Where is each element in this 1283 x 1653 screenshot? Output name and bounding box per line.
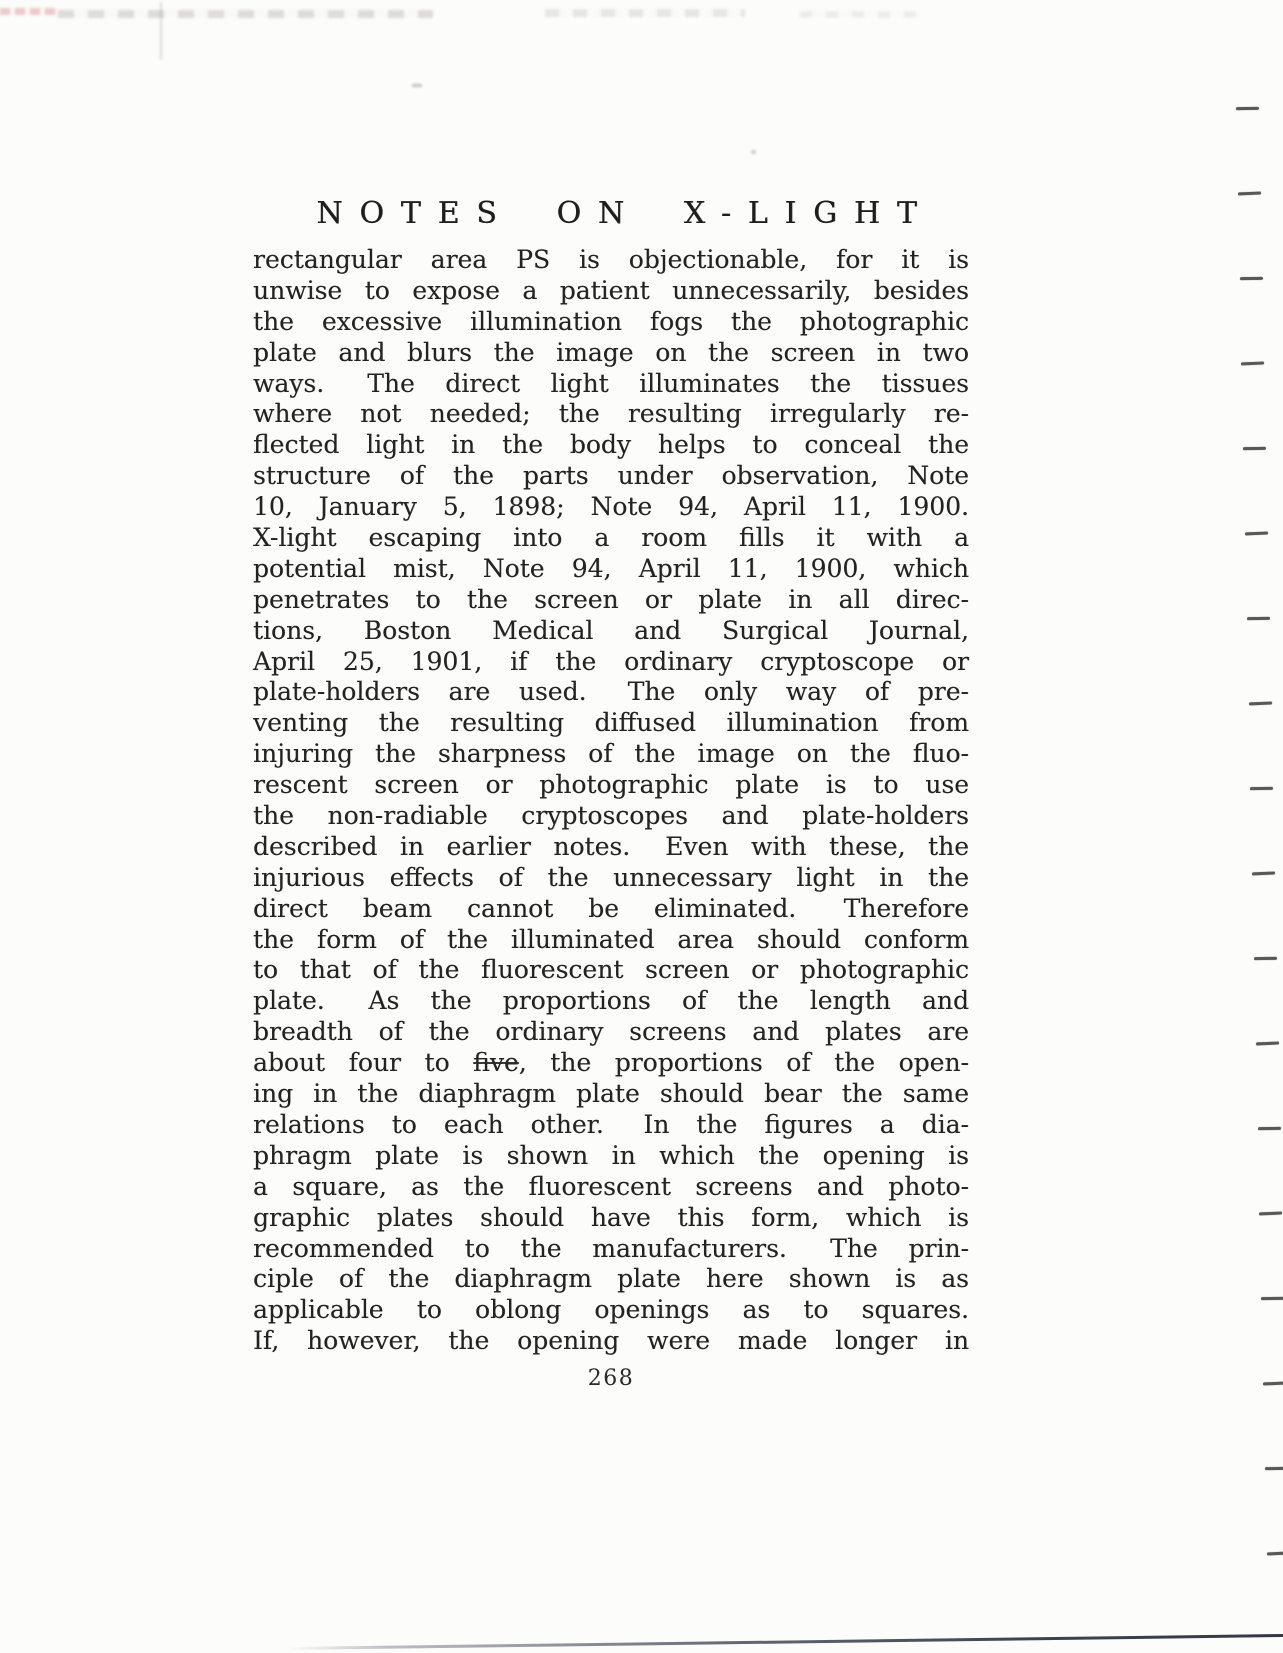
body-line: rescent screen or photographic plate is to use xyxy=(253,770,969,800)
body-line: April 25, 1901, if the ordinary cryptoscope or xyxy=(253,646,969,676)
page-title: NOTES ON X-LIGHT xyxy=(316,196,934,231)
body-line: plate and blurs the image on the screen in two xyxy=(253,337,969,367)
body-line: plate-holders are used. The only way of pre- xyxy=(253,677,969,707)
margin-dash-mark xyxy=(1245,531,1268,535)
scan-artifact-smudge xyxy=(58,10,433,18)
body-line: the non-radiable cryptoscopes and plate-holders xyxy=(253,801,969,831)
margin-dash-mark xyxy=(1254,957,1277,960)
body-line: where not needed; the resulting irregularly re- xyxy=(253,399,969,429)
body-line: graphic plates should have this form, which is xyxy=(253,1202,969,1232)
body-line: ways. The direct light illuminates the tissues xyxy=(253,368,969,398)
margin-dash-mark xyxy=(1249,701,1272,705)
body-line: injuring the sharpness of the image on the fluo- xyxy=(253,739,969,769)
body-line: rectangular area PS is objectionable, for it is xyxy=(253,245,969,274)
body-line: ing in the diaphragm plate should bear the same xyxy=(253,1079,969,1109)
margin-dash-mark xyxy=(1263,1381,1283,1385)
body-line: penetrates to the screen or plate in all direc- xyxy=(253,584,969,614)
margin-dash-mark xyxy=(1236,107,1259,110)
body-line: unwise to expose a patient unnecessarily, besides xyxy=(253,275,969,305)
scan-artifact-red-mark xyxy=(0,8,58,15)
struck-word: five xyxy=(473,1048,519,1078)
margin-dash-mark xyxy=(1267,1551,1283,1555)
body-line: to that of the fluorescent screen or photographic xyxy=(253,955,969,985)
body-line: phragm plate is shown in which the opening is xyxy=(253,1140,969,1170)
body-line: ciple of the diaphragm plate here shown is as xyxy=(253,1264,969,1294)
body-line: relations to each other. In the figures a dia- xyxy=(253,1109,969,1139)
margin-dash-mark xyxy=(1240,277,1263,280)
margin-dash-mark xyxy=(1250,787,1273,790)
body-line: injurious effects of the unnecessary light in the xyxy=(253,862,969,892)
body-line: recommended to the manufacturers. The prin- xyxy=(253,1233,969,1263)
body-text xyxy=(253,245,969,1357)
margin-dash-mark xyxy=(1241,361,1264,365)
body-line: If, however, the opening were made longer in xyxy=(253,1326,969,1356)
body-line: the excessive illumination fogs the photographic xyxy=(253,306,969,336)
body-line: described in earlier notes. Even with these, the xyxy=(253,831,969,861)
body-line: potential mist, Note 94, April 11, 1900, which xyxy=(253,553,969,583)
scan-artifact-smudge xyxy=(545,9,745,17)
body-line: flected light in the body helps to conceal the xyxy=(253,430,969,460)
scan-artifact-dot xyxy=(751,150,756,154)
margin-dash-mark xyxy=(1252,871,1275,875)
body-line: a square, as the fluorescent screens and photo- xyxy=(253,1171,969,1201)
margin-dash-mark xyxy=(1243,447,1266,450)
body-line-segment: about four to xyxy=(253,1048,474,1078)
margin-dash-mark xyxy=(1256,1041,1279,1045)
margin-dash-mark xyxy=(1258,1127,1281,1130)
body-line-segment: , the proportions of the open- xyxy=(518,1048,969,1078)
body-line: X-light escaping into a room fills it with a xyxy=(253,523,969,553)
scan-edge-line xyxy=(290,1634,1283,1650)
body-line: the form of the illuminated area should conform xyxy=(253,924,969,954)
scan-artifact-dot xyxy=(412,84,422,87)
body-line: direct beam cannot be eliminated. Therefore xyxy=(253,893,969,923)
margin-dash-mark xyxy=(1247,617,1270,620)
margin-dash-mark xyxy=(1261,1297,1283,1300)
body-line: applicable to oblong openings as to squares. xyxy=(253,1295,969,1325)
body-line: structure of the parts under observation, Note xyxy=(253,461,969,491)
page-number: 268 xyxy=(587,1366,635,1391)
margin-dash-mark xyxy=(1265,1467,1283,1470)
margin-dash-mark xyxy=(1238,191,1261,195)
body-line: venting the resulting diffused illumination from xyxy=(253,708,969,738)
body-line xyxy=(253,1048,969,1079)
body-line: plate. As the proportions of the length and xyxy=(253,986,969,1016)
body-line: tions, Boston Medical and Surgical Journal, xyxy=(253,615,969,645)
body-line: 10, January 5, 1898; Note 94, April 11, 1900. xyxy=(253,492,969,522)
margin-dash-mark xyxy=(1259,1211,1282,1215)
scan-artifact-crease xyxy=(160,2,162,60)
scan-artifact-smudge xyxy=(800,11,920,18)
body-line: breadth of the ordinary screens and plates are xyxy=(253,1017,969,1047)
